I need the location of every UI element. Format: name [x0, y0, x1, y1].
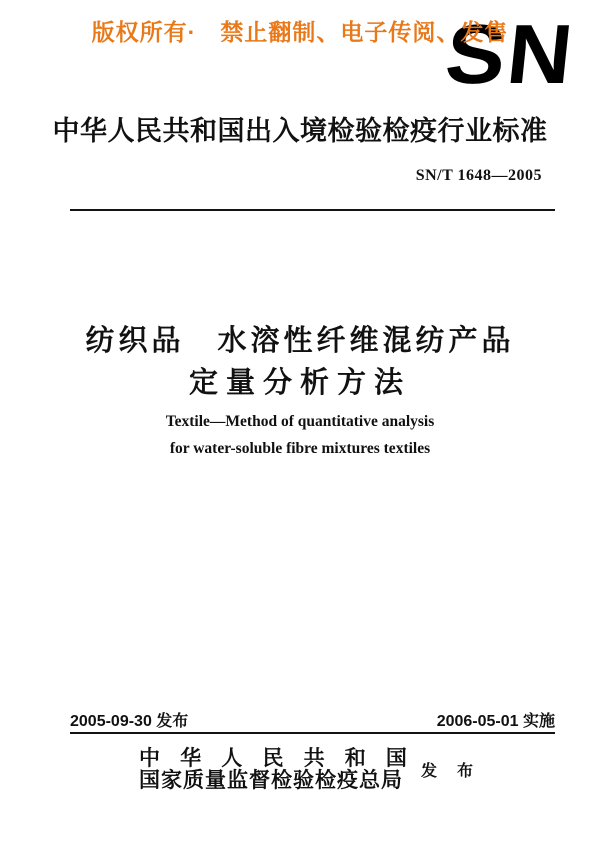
publisher-name-line2: 国家质量监督检验检疫总局 — [138, 768, 403, 792]
standard-number: SN/T 1648—2005 — [415, 167, 542, 184]
publish-label: 发 布 — [420, 763, 481, 780]
publisher-block — [10, 748, 600, 791]
publisher-char: 国 — [385, 746, 407, 770]
title-chinese-line2: 定量分析方法 — [188, 367, 411, 399]
publisher-char: 人 — [221, 746, 243, 770]
footer-rule — [70, 732, 555, 734]
title-english — [0, 408, 600, 462]
title-english-line1: Textile—Method of quantitative analysis — [165, 413, 435, 430]
publisher-name-line1 — [139, 748, 407, 769]
publisher-char: 共 — [303, 746, 325, 770]
publisher-name — [139, 748, 407, 791]
publisher-char: 中 — [138, 746, 160, 770]
title-english-line2: for water-soluble fibre mixtures textiles — [169, 440, 431, 457]
date-row — [70, 708, 555, 731]
issue-date: 2005-09-30 发布 — [70, 713, 189, 730]
publisher-char: 民 — [262, 746, 284, 770]
title-chinese-line1: 纺织品 水溶性纤维混纺产品 — [85, 325, 515, 357]
header-rule — [70, 209, 555, 211]
publisher-char: 和 — [344, 746, 366, 770]
copyright-watermark: 版权所有· 禁止翻制、电子传阅、发售 — [91, 19, 509, 45]
publisher-char: 华 — [180, 746, 202, 770]
implement-date: 2006-05-01 实施 — [436, 713, 555, 730]
standard-heading: 中华人民共和国出入境检验检疫行业标准 — [52, 116, 548, 146]
sn-logo: SN — [441, 7, 580, 101]
